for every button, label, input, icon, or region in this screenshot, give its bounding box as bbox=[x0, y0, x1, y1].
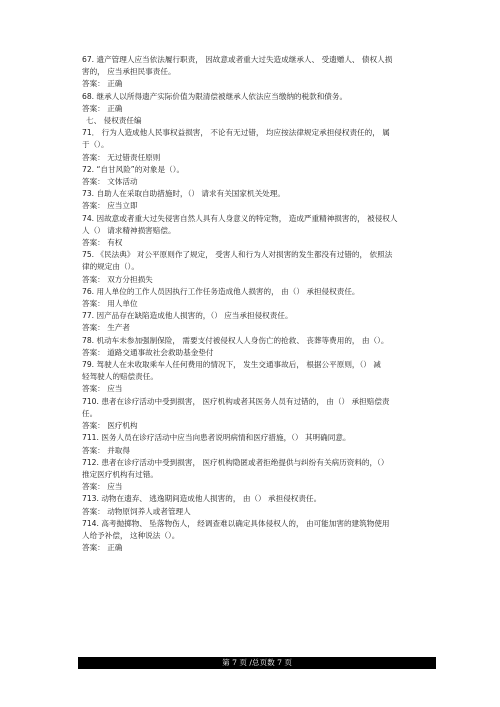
section-heading: 七、 侵权责任编 bbox=[86, 116, 142, 126]
page-body bbox=[82, 54, 442, 554]
text-line: 712. 患者在诊疗活动中受到损害， 医疗机构隐匿或者拒绝提供与纠纷有关病历资料的，（） bbox=[82, 457, 389, 467]
answer-line: 答案： 并取得 bbox=[82, 445, 130, 455]
answer-line: 答案： 应当立即 bbox=[82, 201, 138, 211]
text-line: 79. 驾驶人在未收取乘车人任何费用的情况下， 发生交通事故后， 根据公平原则，（） 减 bbox=[82, 360, 381, 370]
answer-line: 答案： 正确 bbox=[82, 103, 123, 113]
answer-line: 答案： 应当 bbox=[82, 384, 123, 394]
text-line: 78. 机动车未参加强制保险， 需要支付被侵权人人身伤亡的抢救、 丧葬等费用的， 由（）。 bbox=[82, 335, 389, 345]
text-line: 72. “自甘风险”的对象是（）。 bbox=[82, 164, 185, 174]
answer-line: 答案： 用人单位 bbox=[82, 299, 138, 309]
text-line: 68. 继承人以所得遗产实际价值为限清偿被继承人依法应当缴纳的税款和债务。 bbox=[82, 91, 348, 101]
answer-line: 答案： 正确 bbox=[82, 543, 123, 553]
page-number-label: 第 7 页 /总页数 7 页 bbox=[222, 658, 292, 667]
text-line: 律的规定由（）。 bbox=[82, 262, 139, 272]
answer-line: 答案： 正确 bbox=[82, 79, 123, 89]
text-line: 710. 患者在诊疗活动中受到损害， 医疗机构或者其医务人员有过错的， 由（） 承担赔偿责 bbox=[82, 396, 390, 406]
text-line: 轻驾驶人的赔偿责任。 bbox=[82, 372, 158, 382]
text-line: 于（）。 bbox=[82, 140, 109, 150]
answer-line: 答案： 动物原饲养人或者管理人 bbox=[82, 506, 191, 516]
text-line: 74. 因故意或者重大过失侵害自然人具有人身意义的特定物， 造成严重精神损害的， 被侵权人 bbox=[82, 213, 398, 223]
text-line: 77. 因产品存在缺陷造成他人损害的，（） 应当承担侵权责任。 bbox=[82, 311, 293, 321]
text-line: 67. 遗产管理人应当依法履行职责， 因故意或者重大过失造成继承人、 受遗赠人、 债权人损 bbox=[82, 55, 393, 64]
answer-line: 答案： 应当 bbox=[82, 482, 123, 492]
answer-line: 答案： 无过错责任原则 bbox=[82, 152, 161, 162]
text-line: 任。 bbox=[82, 408, 98, 418]
text-line: 76. 用人单位的工作人员因执行工作任务造成他人损害的， 由（） 承担侵权责任。 bbox=[82, 286, 360, 296]
text-line: 714. 高考抛掷物、 坠落物伤人， 经调查难以确定具体侵权人的， 由可能加害的建筑物使用 bbox=[82, 518, 390, 528]
answer-line: 答案： 医疗机构 bbox=[82, 421, 138, 431]
answer-line: 答案： 生产者 bbox=[82, 323, 130, 333]
answer-line: 答案： 道路交通事故社会救助基金垫付 bbox=[82, 347, 214, 357]
text-line: 713. 动物在遗弃、 逃逸期间造成他人损害的， 由（） 承担侵权责任。 bbox=[82, 494, 322, 504]
text-line: 711. 医务人员在诊疗活动中应当向患者说明病情和医疗措施，（） 其明确同意。 bbox=[82, 433, 351, 443]
answer-line: 答案： 文体活动 bbox=[82, 177, 138, 187]
answer-line: 答案： 有权 bbox=[82, 238, 123, 248]
text-line: 73. 自助人在采取自助措施时，（） 请求有关国家机关处理。 bbox=[82, 189, 285, 199]
text-line: 人（） 请求精神损害赔偿。 bbox=[82, 225, 176, 235]
text-line: 人给予补偿， 这种说法（）。 bbox=[82, 530, 180, 540]
text-line: 推定医疗机构有过错。 bbox=[82, 469, 158, 479]
answer-line: 答案： 双方分担损失 bbox=[82, 274, 153, 284]
text-line: 71． 行为人造成他人民事权益损害， 不论有无过错， 均应按法律规定承担侵权责任的， 属 bbox=[82, 128, 390, 138]
page-footer bbox=[78, 657, 436, 669]
text-line: 害的， 应当承担民事责任。 bbox=[82, 67, 176, 77]
text-line: 75. 《民法典》 对公平原则作了规定， 受害人和行为人对损害的发生都没有过错的， 依照法 bbox=[82, 250, 393, 260]
